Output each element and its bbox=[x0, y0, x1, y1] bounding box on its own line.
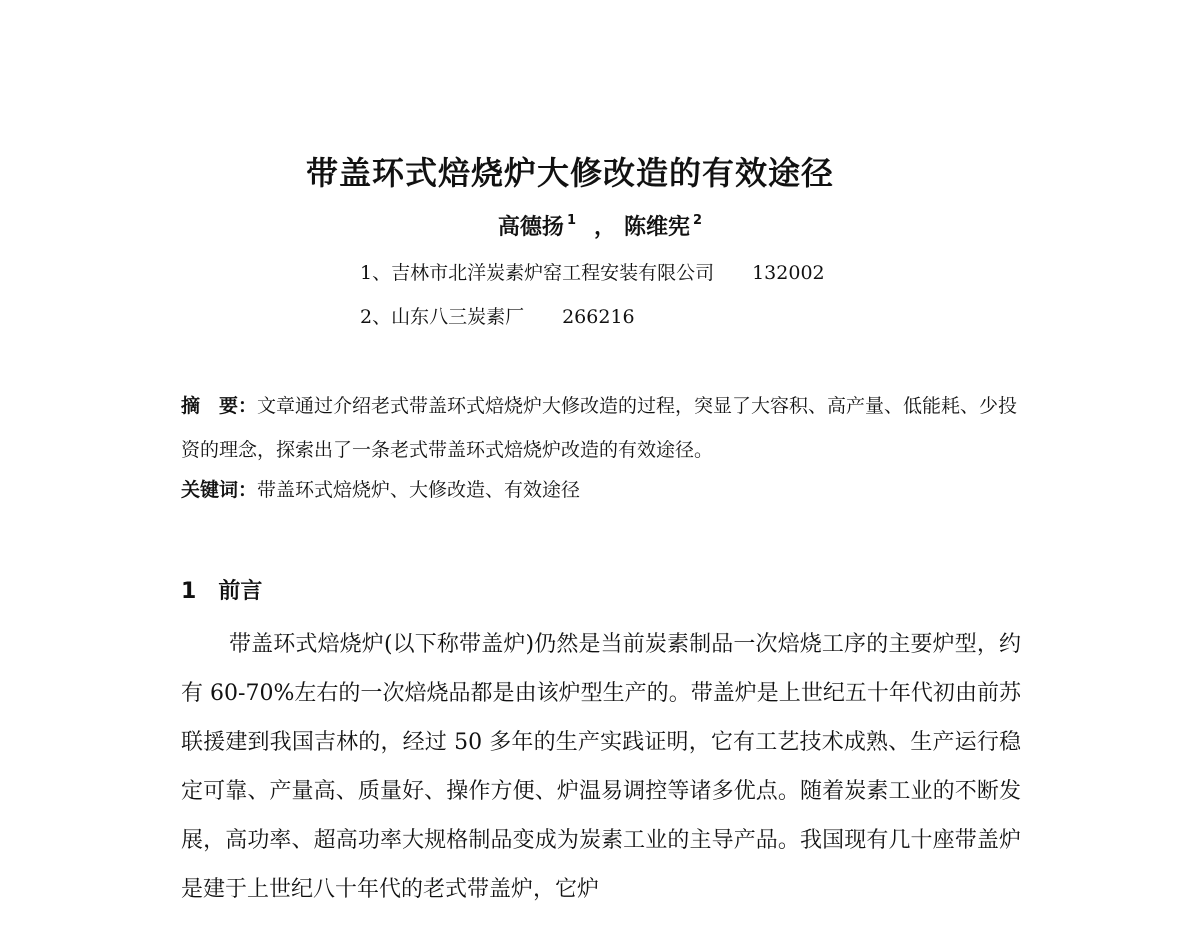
keywords bbox=[181, 472, 1031, 508]
affiliation-1 bbox=[360, 258, 825, 285]
postal-code: 266216 bbox=[562, 306, 635, 328]
section-title: 前言 bbox=[218, 579, 263, 604]
author-separator: ， bbox=[593, 215, 616, 240]
affiliation-2 bbox=[360, 302, 635, 329]
author-superscript: 2 bbox=[693, 213, 703, 228]
body-paragraph: 带盖环式焙烧炉(以下称带盖炉)仍然是当前炭素制品一次焙烧工序的主要炉型，约有 60-70%左右的一次焙烧品都是由该炉型生产的。带盖炉是上世纪五十年代初由前苏联援建到我国吉林的，经过 50 多年的生产实践证明，它有工艺技术成熟、生产运行稳定可靠、产量高、质量好、操作方便、炉温易调控等诸多优点。随着炭素工业的不断发展，高功率、超高功率大规格制品变成为炭素工业的主导产品。我国现有几十座带盖炉是建于上世纪八十年代的老式带盖炉，它炉 bbox=[181, 632, 1021, 902]
author-line bbox=[0, 210, 1200, 241]
section-number: 1 bbox=[181, 579, 197, 604]
abstract bbox=[181, 384, 1031, 472]
affiliation-name: 2、山东八三炭素厂 bbox=[360, 306, 525, 328]
section-heading bbox=[181, 574, 262, 605]
affiliation-name: 1、吉林市北洋炭素炉窑工程安装有限公司 bbox=[360, 262, 715, 284]
abstract-label: 摘 要： bbox=[181, 395, 258, 417]
author-superscript: 1 bbox=[566, 213, 576, 228]
author-name: 陈维宪 bbox=[624, 215, 691, 240]
keywords-label: 关键词： bbox=[181, 479, 258, 501]
paper-title: 带盖环式焙烧炉大修改造的有效途径 bbox=[305, 154, 834, 192]
keywords-text: 带盖环式焙烧炉、大修改造、有效途径 bbox=[257, 479, 581, 501]
abstract-text: 文章通过介绍老式带盖环式焙烧炉大修改造的过程，突显了大容积、高产量、低能耗、少投资的理念，探索出了一条老式带盖环式焙烧炉改造的有效途径。 bbox=[181, 395, 1018, 461]
postal-code: 132002 bbox=[752, 262, 825, 284]
author-name: 高德扬 bbox=[497, 215, 564, 240]
